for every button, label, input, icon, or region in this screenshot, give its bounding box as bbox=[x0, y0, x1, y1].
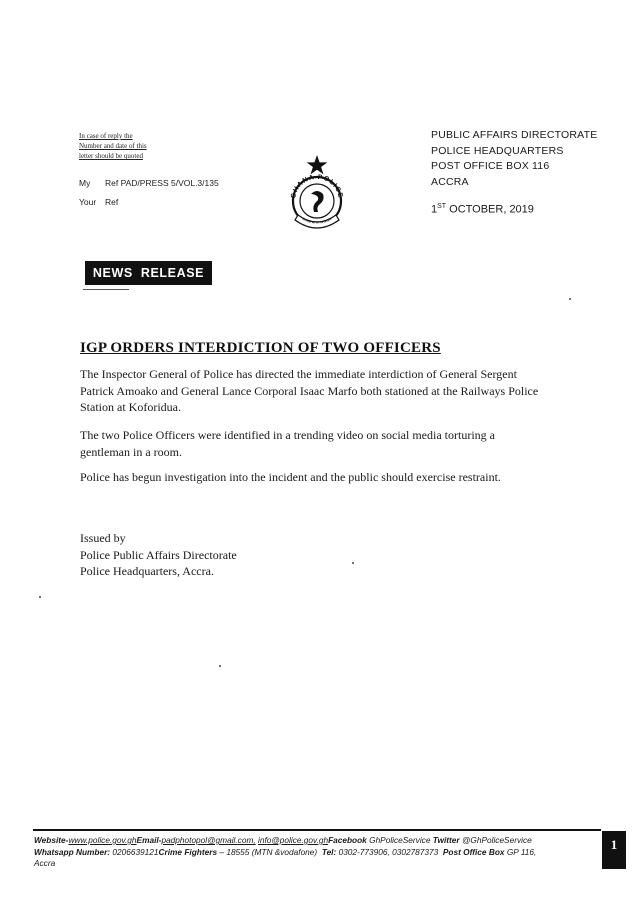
date-day: 1 bbox=[431, 203, 438, 216]
address-line: POST OFFICE BOX 116 bbox=[431, 160, 550, 172]
date-suffix: ST bbox=[437, 203, 447, 210]
reference-note-line: Number and date of this bbox=[79, 142, 147, 150]
date-month-year: OCTOBER, 2019 bbox=[446, 203, 534, 216]
website-link[interactable]: www.police.gov.gh bbox=[68, 835, 137, 845]
whatsapp-label: Whatsapp Number: bbox=[34, 846, 111, 857]
email-link-2[interactable]: info@police.gov.gh bbox=[257, 835, 329, 845]
headline: IGP ORDERS INTERDICTION OF TWO OFFICERS bbox=[80, 340, 441, 356]
issued-line: Issued by bbox=[80, 531, 126, 545]
your-reference bbox=[79, 197, 118, 207]
news-release-label: NEWS RELEASE bbox=[92, 266, 205, 280]
body-paragraph: The two Police Officers were identified in a trending video on social media torturing a gentleman in a room. bbox=[80, 428, 495, 459]
footer-line-2 bbox=[34, 847, 599, 859]
svg-text:SERVICE WITH INTEGRITY bbox=[284, 155, 333, 224]
twitter-handle: @GhPoliceService bbox=[461, 835, 532, 845]
body-paragraph: Police has begun investigation into the incident and the public should exercise restraint. bbox=[80, 470, 501, 484]
scan-speck bbox=[39, 596, 41, 598]
my-reference bbox=[79, 178, 219, 188]
your-reference-value: Ref bbox=[105, 197, 119, 207]
my-reference-value: Ref PAD/PRESS 5/VOL.3/135 bbox=[105, 178, 219, 188]
crime-fighters-label: Crime Fighters bbox=[158, 846, 218, 857]
body-paragraph: The Inspector General of Police has directed the immediate interdiction of General Sergent Patrick Amoako and General Lance Corporal Isaac Marfo both stationed at the Railways Police Station at Koforidua. bbox=[80, 367, 539, 414]
issued-line: Police Public Affairs Directorate bbox=[80, 547, 237, 562]
issued-by-block bbox=[80, 530, 237, 580]
reference-note-line: In case of reply the bbox=[79, 132, 133, 140]
page-number: 1 bbox=[602, 831, 626, 869]
facebook-handle: GhPoliceService bbox=[369, 835, 431, 845]
issued-line: Police Headquarters, Accra. bbox=[80, 564, 214, 578]
twitter-label: Twitter bbox=[432, 835, 460, 845]
your-reference-label: Your bbox=[79, 197, 97, 207]
release-date bbox=[431, 203, 534, 216]
scan-speck bbox=[219, 665, 221, 667]
contact-footer bbox=[34, 835, 599, 870]
scan-speck bbox=[352, 562, 354, 564]
scan-speck bbox=[569, 298, 571, 300]
crest-top-text: GHANA POLICE bbox=[290, 173, 344, 200]
facebook-label: Facebook bbox=[328, 835, 367, 845]
ghana-police-crest-icon bbox=[284, 155, 350, 235]
directorate-address bbox=[431, 128, 597, 190]
address-line: POLICE HEADQUARTERS bbox=[431, 144, 564, 157]
crime-fighters-number: – 18555 (MTN &vodafone) bbox=[219, 846, 318, 857]
crest-motto-text: RVICE WITH INTEGRI bbox=[301, 216, 333, 225]
footer-line-3 bbox=[34, 858, 599, 870]
reference-note-line: letter should be quoted bbox=[79, 152, 143, 160]
news-release-banner bbox=[85, 261, 212, 285]
footer-city: Accra bbox=[34, 858, 56, 868]
banner-underline bbox=[83, 289, 129, 290]
reference-note bbox=[79, 131, 169, 161]
tel-numbers: 0302-773906, 0302787373 bbox=[338, 846, 439, 857]
whatsapp-number: 0206639121 bbox=[112, 846, 159, 857]
my-reference-label: My bbox=[79, 178, 91, 188]
address-line: ACCRA bbox=[431, 175, 469, 188]
po-box-label: Post Office Box bbox=[442, 846, 505, 857]
tel-label: Tel: bbox=[321, 846, 337, 857]
footer-rule bbox=[33, 829, 601, 831]
address-line: PUBLIC AFFAIRS DIRECTORATE bbox=[431, 129, 598, 141]
po-box-value: GP 116, bbox=[506, 846, 537, 857]
email-link-1[interactable]: padphotopol@gmail.com, bbox=[161, 835, 256, 845]
website-label: Website- bbox=[34, 835, 69, 845]
email-label: Email- bbox=[136, 835, 162, 845]
footer-line-1 bbox=[34, 835, 599, 847]
